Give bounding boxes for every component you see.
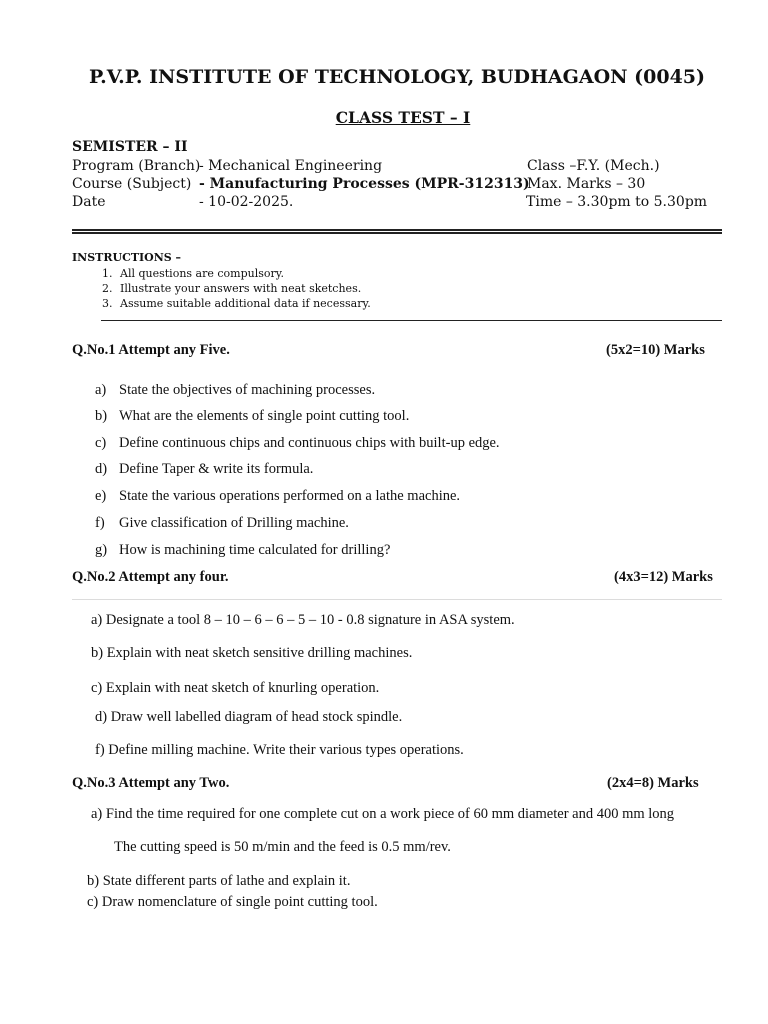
program-label: Program (Branch) [72,158,201,174]
date-value: - 10-02-2025. [199,194,294,210]
item-text: Define Taper & write its formula. [119,461,314,477]
instruction-text: All questions are compulsory. [120,267,285,280]
program-value: - Mechanical Engineering [199,158,383,174]
q1-item-a [95,382,375,399]
instruction-item [102,297,371,310]
class-value: Class –F.Y. (Mech.) [527,158,660,174]
instruction-number: 2. [102,282,113,295]
q2-marks: (4x3=12) Marks [614,569,713,585]
course-value: - Manufacturing Processes (MPR-312313) [199,176,530,192]
q3-marks: (2x4=8) Marks [607,775,699,791]
instruction-text: Assume suitable additional data if necessary. [120,297,371,310]
item-letter: f) [95,515,105,531]
q2-item-c: c) Explain with neat sketch of knurling operation. [91,680,380,696]
item-letter: b) [95,408,108,424]
q3-heading: Q.No.3 Attempt any Two. [72,775,230,791]
item-text: Give classification of Drilling machine. [119,515,349,531]
item-letter: a) [95,382,107,398]
instruction-number: 1. [102,267,113,280]
course-label: Course (Subject) [72,176,192,192]
instruction-item [102,282,361,295]
item-text: How is machining time calculated for drilling? [119,542,391,558]
instruction-text: Illustrate your answers with neat sketches. [120,282,362,295]
q3-item-c: c) Draw nomenclature of single point cutting tool. [87,894,378,910]
institute-title: P.V.P. INSTITUTE OF TECHNOLOGY, BUDHAGAON (0045) [88,66,705,88]
item-letter: g) [95,542,108,558]
q3-item-a-line2: The cutting speed is 50 m/min and the feed is 0.5 mm/rev. [114,839,451,855]
q2-item-d: d) Draw well labelled diagram of head stock spindle. [95,709,403,725]
item-letter: d) [95,461,108,477]
item-text: State the objectives of machining processes. [119,382,376,398]
item-text: Define continuous chips and continuous chips with built-up edge. [119,435,500,451]
q2-divider [72,599,722,600]
item-letter: e) [95,488,107,504]
item-text: What are the elements of single point cutting tool. [119,408,410,424]
q1-item-f [95,515,349,532]
test-title: CLASS TEST – I [335,108,471,127]
double-rule-bottom [72,232,722,234]
q1-item-c [95,435,500,452]
q3-item-b: b) State different parts of lathe and explain it. [87,873,351,889]
instructions-rule [101,320,722,321]
q2-item-a: a) Designate a tool 8 – 10 – 6 – 6 – 5 – 10 - 0.8 signature in ASA system. [91,612,515,628]
instruction-item [102,267,284,280]
q2-item-f: f) Define milling machine. Write their various types operations. [95,742,464,758]
q1-item-d [95,461,313,478]
q1-heading: Q.No.1 Attempt any Five. [72,342,230,358]
item-text: State the various operations performed on a lathe machine. [119,488,461,504]
q1-item-e [95,488,460,505]
instruction-number: 3. [102,297,113,310]
q1-item-g [95,542,390,559]
q3-item-a-line1: a) Find the time required for one complete cut on a work piece of 60 mm diameter and 400 mm long [91,806,675,822]
q1-item-b [95,408,409,425]
date-label: Date [72,194,106,210]
q2-item-b: b) Explain with neat sketch sensitive drilling machines. [91,645,413,661]
double-rule-top [72,229,722,231]
time-value: Time – 3.30pm to 5.30pm [526,194,708,210]
instructions-heading: INSTRUCTIONS – [72,251,182,264]
semester-label: SEMISTER – II [72,139,188,155]
q2-heading: Q.No.2 Attempt any four. [72,569,229,585]
max-marks: Max. Marks – 30 [527,176,646,192]
q1-marks: (5x2=10) Marks [606,342,705,358]
item-letter: c) [95,435,107,451]
